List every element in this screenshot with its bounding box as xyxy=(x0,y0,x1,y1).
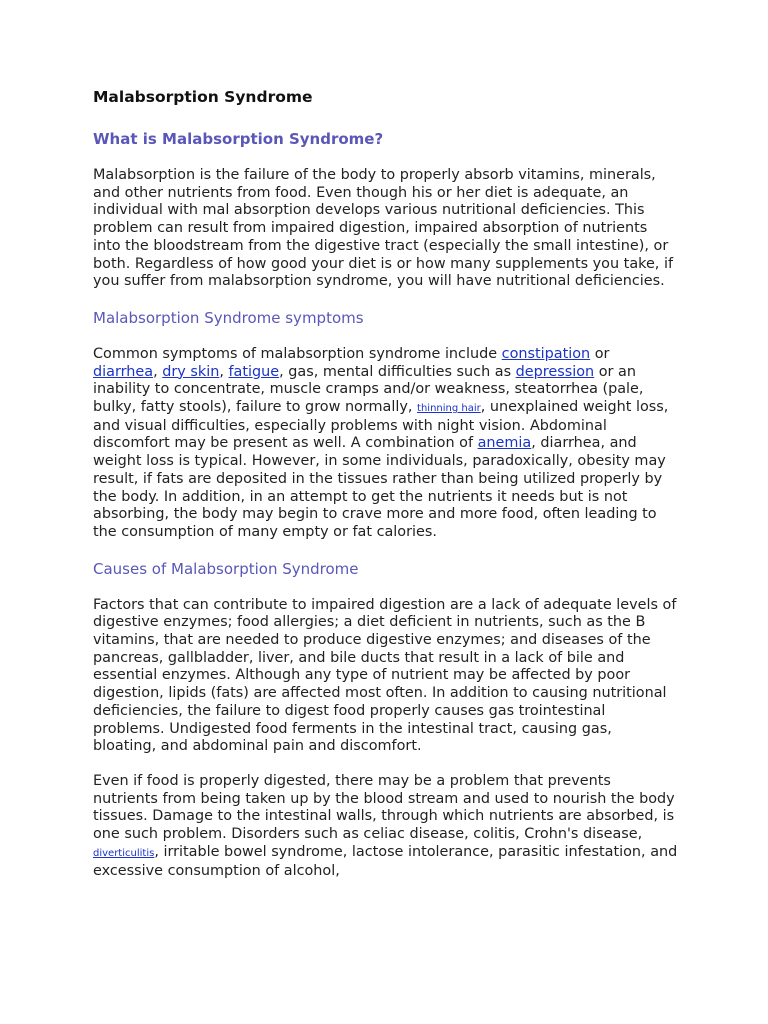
document-page xyxy=(93,86,678,897)
link-anemia[interactable]: anemia xyxy=(477,435,532,452)
text-span: , xyxy=(153,363,163,380)
text-span: Even if food is properly digested, there may be a problem that prevents nutrients from being taken up by the blood stream and used to nourish the body tissues. Damage to the intestinal walls, through which nutrients are absorbed, is one such problem. Disorders such as celiac disease, colitis, Crohn's disease, xyxy=(93,772,675,843)
link-fatigue[interactable]: fatigue xyxy=(228,363,280,380)
text-span: , irritable bowel syndrome, lactose intolerance, parasitic infestation, and excessive consumption of alcohol, xyxy=(93,843,678,879)
link-depression[interactable]: depression xyxy=(515,363,595,380)
heading-what-is: What is Malabsorption Syndrome? xyxy=(93,130,384,148)
paragraph-symptoms xyxy=(93,346,678,542)
text-span: , gas, mental difficulties such as xyxy=(279,363,516,380)
text-span: or xyxy=(590,345,610,362)
text-span: , unexplained weight loss, and visual difficulties, especially problems with night vision. Abdominal discomfort may be present as well. A combination of xyxy=(93,399,669,452)
link-dry-skin[interactable]: dry skin xyxy=(162,363,220,380)
link-thinning-hair[interactable]: thinning hair xyxy=(417,403,481,415)
paragraph-causes-2 xyxy=(93,773,678,880)
text-span: Common symptoms of malabsorption syndrome include xyxy=(93,345,502,362)
text-span: , xyxy=(219,363,229,380)
text-span: , diarrhea, and weight loss is typical. However, in some individuals, paradoxically, obesity may result, if fats are deposited in the tissues rather than being utilized properly by the body. In addition, in an attempt to get the nutrients it needs but is not absorbing, the body may begin to crave more and more food, often leading to the consumption of many empty or fat calories. xyxy=(93,435,666,540)
link-constipation[interactable]: constipation xyxy=(501,345,591,362)
heading-symptoms: Malabsorption Syndrome symptoms xyxy=(93,308,364,327)
heading-causes: Causes of Malabsorption Syndrome xyxy=(93,559,359,578)
link-diarrhea[interactable]: diarrhea xyxy=(93,363,154,380)
paragraph-what-is: Malabsorption is the failure of the body to properly absorb vitamins, minerals, and other nutrients from food. Even though his or her diet is adequate, an individual with mal absorption develops various nutritional deficiencies. This problem can result from impaired digestion, impaired absorption of nutrients into the bloodstream from the digestive tract (especially the small intestine), or both. Regardless of how good your diet is or how many supplements you take, if you suffer from malabsorption syndrome, you will have nutritional deficiencies. xyxy=(93,167,674,290)
text-span: or an inability to concentrate, muscle cramps and/or weakness, steatorrhea (pale, bulky, fatty stools), failure to grow normally, xyxy=(93,363,644,416)
paragraph-causes-1: Factors that can contribute to impaired digestion are a lack of adequate levels of digestive enzymes; food allergies; a diet deficient in nutrients, such as the B vitamins, that are needed to produce digestive enzymes; and diseases of the pancreas, gallbladder, liver, and bile ducts that result in a lack of bile and essential enzymes. Although any type of nutrient may be affected by poor digestion, lipids (fats) are affected most often. In addition to causing nutritional deficiencies, the failure to digest food properly causes gas trointestinal problems. Undigested food ferments in the intestinal tract, causing gas, bloating, and abdominal pain and discomfort. xyxy=(93,596,677,755)
document-title: Malabsorption Syndrome xyxy=(93,88,313,106)
link-diverticulitis[interactable]: diverticulitis xyxy=(93,847,155,859)
